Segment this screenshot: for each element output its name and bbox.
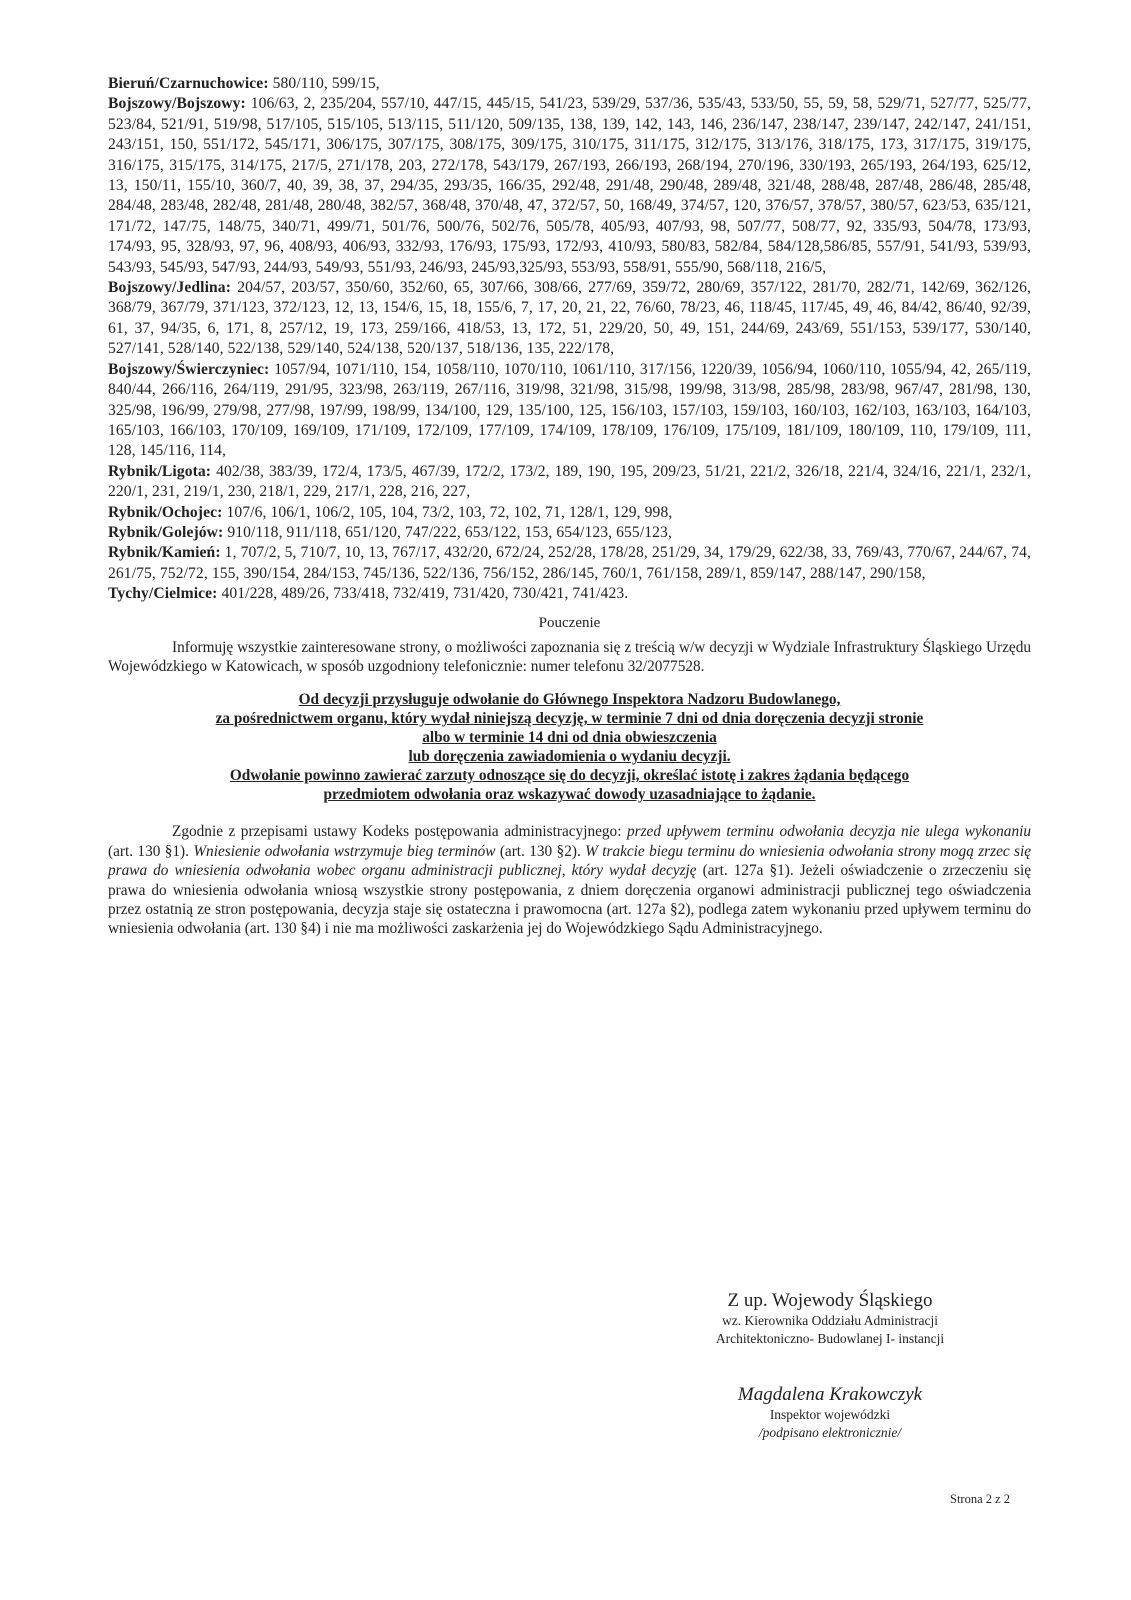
signature-note: /podpisano elektronicznie/ xyxy=(758,1425,902,1440)
signatory-name: Magdalena Krakowczyk xyxy=(737,1384,923,1405)
signature-authority: Z up. Wojewody Śląskiego xyxy=(727,1290,933,1311)
parcel-numbers: 401/228, 489/26, 733/418, 732/419, 731/420, 730/421, 741/423. xyxy=(221,585,629,603)
signature-department: wz. Kierownika Oddziału Administracji xyxy=(722,1313,938,1328)
legal-text-italic: Wniesienie odwołania wstrzymuje bieg terminów xyxy=(193,842,496,860)
appeal-line: Od decyzji przysługuje odwołanie do Głównego Inspektora Nadzoru Budowlanego, xyxy=(298,691,841,709)
parcel-location: Rybnik/Ligota: xyxy=(108,462,212,480)
signature-department-2: Architektoniczno- Budowlanej I- instancji xyxy=(715,1331,945,1346)
parcel-group xyxy=(108,523,1031,543)
parcel-numbers: 402/38, 383/39, 172/4, 173/5, 467/39, 172/2, 173/2, 189, 190, 195, 209/23, 51/21, 221/2, 326/18, 221/4, 324/16, 221/1, 232/1, 220/1, 231, 219/1, 230, 218/1, 229, 217/1, 228, 216, 227, xyxy=(108,462,1032,501)
parcel-location: Bojszowy/Bojszowy: xyxy=(108,95,246,113)
pouczenie-text: Informuję wszystkie zainteresowane strony, o możliwości zapoznania się z treścią w/w decyzji w Wydziale Infrastruktury Śląskiego Urzędu Wojewódzkiego w Katowicach, w sposób uzgodniony telefonicznie: numer telefonu 32/2077528. xyxy=(108,638,1031,675)
parcel-group xyxy=(108,462,1031,503)
parcel-group xyxy=(108,278,1031,360)
parcel-group xyxy=(108,584,1031,604)
legal-text: (art. 130 §1). xyxy=(108,842,194,860)
page-number: Strona 2 z 2 xyxy=(950,1492,1011,1506)
parcel-numbers: 1057/94, 1071/110, 154, 1058/110, 1070/110, 1061/110, 317/156, 1220/39, 1056/94, 1060/110, 1055/94, 42, 265/119, 840/44, 266/116, 264/119, 291/95, 323/98, 263/119, 267/116, 319/98, 321/98, 315/98, 199/98, 313/98, 285/98, 283/98, 967/47, 281/98, 130, 325/98, 196/99, 279/98, 277/98, 197/99, 198/99, 134/100, 129, 135/100, 125, 156/103, 157/103, 159/103, 160/103, 162/103, 163/103, 164/103, 165/103, 166/103, 170/109, 169/109, 171/109, 172/109, 177/109, 174/109, 178/109, 176/109, 175/109, 181/109, 180/109, 110, 179/109, 111, 128, 145/116, 114, xyxy=(108,360,1032,460)
parcel-group xyxy=(108,74,1031,94)
parcel-location: Bojszowy/Jedlina: xyxy=(108,279,231,297)
parcel-location: Bieruń/Czarnuchowice: xyxy=(108,75,269,92)
parcel-location: Rybnik/Golejów: xyxy=(108,523,224,541)
parcel-numbers: 910/118, 911/118, 651/120, 747/222, 653/122, 153, 654/123, 655/123, xyxy=(227,523,672,541)
parcel-numbers: 1, 707/2, 5, 710/7, 10, 13, 767/17, 432/20, 672/24, 252/28, 178/28, 251/29, 34, 179/29, 622/38, 33, 769/43, 770/67, 244/67, 74, 261/75, 752/72, 155, 390/154, 284/153, 745/136, 522/136, 756/152, 286/145, 760/1, 761/158, 289/1, 859/147, 288/147, 290/158, xyxy=(108,544,1032,582)
parcel-group xyxy=(108,360,1031,462)
appeal-line: przedmiotem odwołania oraz wskazywać dowody uzasadniające to żądanie. xyxy=(323,786,816,804)
parcel-group xyxy=(108,543,1031,584)
pouczenie-heading: Pouczenie xyxy=(538,614,601,631)
signature-block-authority xyxy=(660,1290,1000,1348)
parcel-numbers: 204/57, 203/57, 350/60, 352/60, 65, 307/66, 308/66, 277/69, 359/72, 280/69, 357/122, 281/70, 282/71, 142/69, 362/126, 368/79, 367/79, 371/123, 372/123, 12, 13, 154/6, 15, 18, 155/6, 7, 17, 20, 21, 22, 76/60, 78/23, 46, 118/45, 117/45, 49, 46, 84/42, 86/40, 92/39, 61, 37, 94/35, 6, 171, 8, 257/12, 19, 173, 259/166, 418/53, 13, 172, 51, 229/20, 50, 49, 151, 244/69, 243/69, 551/153, 539/177, 530/140, 527/141, 528/140, 522/138, 529/140, 524/138, 520/137, 518/136, 135, 222/178, xyxy=(108,279,1031,358)
parcel-numbers: 580/110, 599/15, xyxy=(272,75,380,92)
parcel-group xyxy=(108,503,1031,523)
appeal-line: albo w terminie 14 dni od dnia obwieszczenia xyxy=(422,729,717,747)
appeal-line: Odwołanie powinno zawierać zarzuty odnoszące się do decyzji, określać istotę i zakres żądania będącego xyxy=(229,767,910,785)
appeal-line: za pośrednictwem organu, który wydał niniejszą decyzję, w terminie 7 dni od dnia doręczenia decyzji stronie xyxy=(215,710,924,728)
legal-text-italic: W trakcie biegu terminu do wniesienia odwołania strony mogą zrzec się prawa do wniesienia odwołania wobec organu administracji publicznej, który wydał decyzję xyxy=(108,842,1031,880)
parcel-numbers: 106/63, 2, 235/204, 557/10, 447/15, 445/15, 541/23, 539/29, 537/36, 535/43, 533/50, 55, 59, 58, 529/71, 527/77, 525/77, 523/84, 521/91, 519/98, 517/105, 515/105, 513/115, 511/120, 509/135, 138, 139, 142, 143, 146, 236/147, 238/147, 239/147, 242/147, 241/151, 243/151, 150, 551/172, 545/171, 306/175, 307/175, 308/175, 309/175, 310/175, 311/175, 312/175, 313/176, 318/175, 173, 317/175, 319/175, 316/175, 315/175, 314/175, 217/5, 271/178, 203, 272/178, 543/179, 267/193, 266/193, 268/194, 270/196, 330/193, 265/193, 264/193, 625/12, 13, 150/11, 155/10, 360/7, 40, 39, 38, 37, 294/35, 293/35, 166/35, 292/48, 291/48, 290/48, 289/48, 321/48, 288/48, 287/48, 286/48, 285/48, 284/48, 283/48, 282/48, 281/48, 280/48, 382/57, 368/48, 370/48, 47, 372/57, 50, 168/49, 374/57, 120, 376/57, 378/57, 380/57, 623/53, 635/121, 171/72, 147/75, 148/75, 340/71, 499/71, 501/76, 500/76, 502/76, 505/78, 405/93, 407/93, 98, 507/77, 508/77, 92, 335/93, 504/78, 173/93, 174/93, 95, 328/93, 97, 96, 408/93, 406/93, 332/93, 176/93, 175/93, 172/93, 410/93, 580/83, 582/84, 584/128,586/85, 557/91, 541/93, 539/93, 543/93, 545/93, 547/93, 244/93, 549/93, 551/93, 246/93, 245/93,325/93, 553/93, 558/91, 555/90, 568/118, 216/5, xyxy=(108,95,1031,276)
legal-info xyxy=(108,822,1031,938)
parcel-location: Rybnik/Ochojec: xyxy=(108,503,223,521)
parcel-location: Tychy/Cielmice: xyxy=(108,585,218,603)
parcel-location: Rybnik/Kamień: xyxy=(108,544,221,562)
parcel-group xyxy=(108,94,1031,278)
legal-text: (art. 127a §1). Jeżeli oświadczenie o zrzeczeniu się prawa do wniesienia odwołania wniosą wszystkie strony postępowania, z dniem doręczenia organowi administracji publicznej tego oświadczenia przez ostatnią ze stron postępowania, decyzja staje się ostateczna i prawomocna (art. 127a §2), podlega zatem wykonaniu przed upływem terminu do wniesienia odwołania (art. 130 §4) i nie ma możliwości zaskarżenia jej do Wojewódzkiego Sądu Administracyjnego. xyxy=(108,862,1032,938)
appeal-line: lub doręczenia zawiadomienia o wydaniu decyzji. xyxy=(408,748,731,766)
signature-block-person xyxy=(660,1384,1000,1442)
signatory-title: Inspektor wojewódzki xyxy=(769,1407,891,1422)
legal-text: Zgodnie z przepisami ustawy Kodeks postępowania administracyjnego: xyxy=(172,823,627,841)
legal-text: (art. 130 §2). xyxy=(495,842,586,860)
parcel-location: Bojszowy/Świerczyniec: xyxy=(108,360,270,378)
parcel-numbers: 107/6, 106/1, 106/2, 105, 104, 73/2, 103, 72, 102, 71, 128/1, 129, 998, xyxy=(226,503,673,521)
appeal-notice xyxy=(108,690,1031,804)
legal-text-italic: przed upływem terminu odwołania decyzja nie ulega wykonaniu xyxy=(626,823,1031,841)
parcel-list xyxy=(108,74,1031,605)
